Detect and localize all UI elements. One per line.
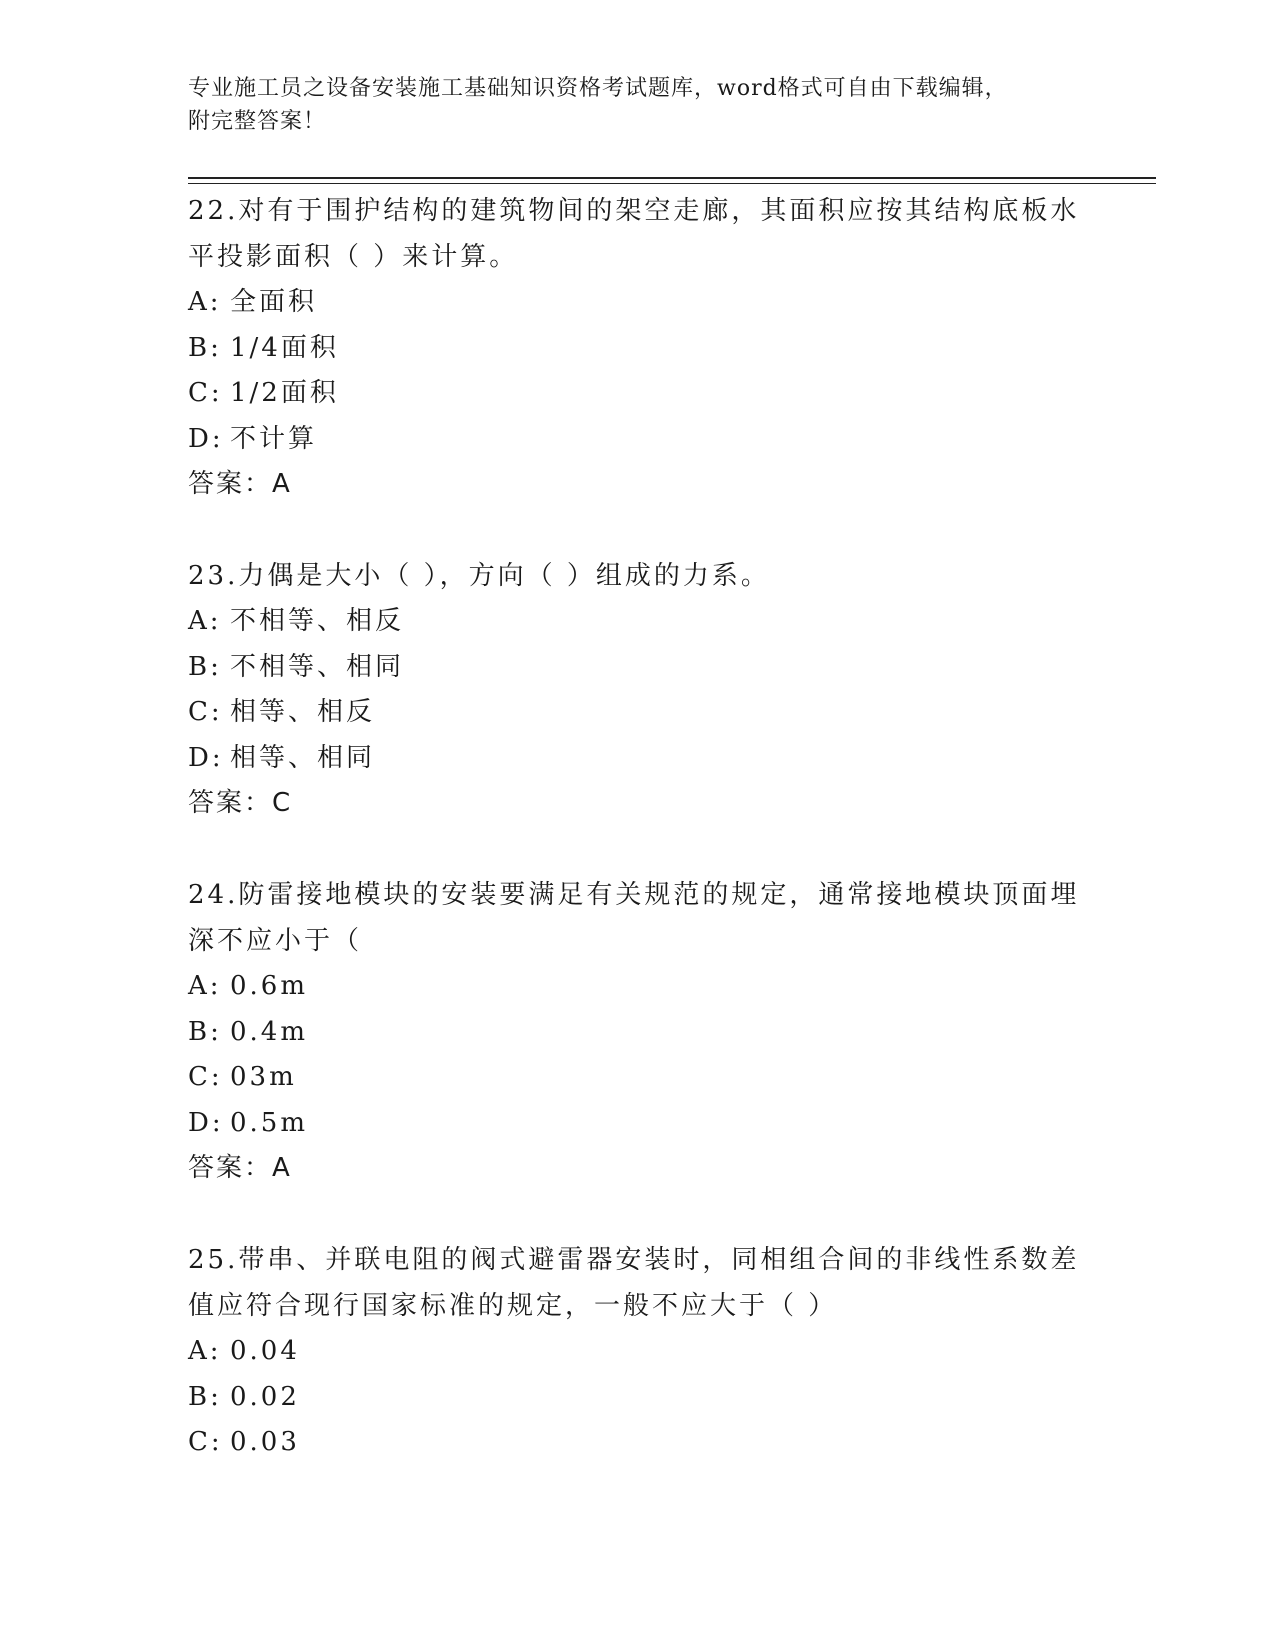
question-stem: 23.力偶是大小（ ），方向（ ）组成的力系。 (188, 561, 770, 591)
option-label: D: (188, 742, 224, 773)
option-text: 不相等、相同 (230, 651, 405, 682)
option-text: 03m (230, 1062, 297, 1092)
option-label: C: (188, 1427, 223, 1457)
answer-line: 答案：C (188, 788, 293, 818)
option-text: 0.02 (230, 1381, 300, 1412)
option-a (188, 1329, 1088, 1375)
option-d (188, 736, 1088, 782)
option-label: C: (188, 697, 223, 727)
option-label: A: (188, 606, 222, 636)
option-label: D: (188, 1107, 224, 1138)
option-text: 0.03 (230, 1427, 300, 1457)
option-d (188, 417, 1088, 463)
question-25 (188, 1237, 1088, 1466)
option-label: B: (188, 651, 222, 682)
document-header (188, 72, 1068, 138)
option-text: 1/2面积 (230, 378, 339, 408)
question-22 (188, 188, 1088, 507)
option-text: 不计算 (230, 423, 318, 454)
header-title-line-1: 专业施工员之设备安装施工基础知识资格考试题库，word格式可自由下载编辑， (188, 76, 1008, 101)
option-c (188, 371, 1088, 417)
option-text: 相等、相反 (230, 697, 376, 727)
option-a (188, 280, 1088, 326)
option-b (188, 1010, 1088, 1056)
option-text: 0.4m (230, 1016, 309, 1047)
option-a (188, 964, 1088, 1010)
option-label: A: (188, 1336, 222, 1366)
header-divider (188, 177, 1156, 179)
option-label: D: (188, 423, 224, 454)
option-b (188, 1375, 1088, 1421)
option-text: 0.6m (230, 971, 309, 1001)
option-label: B: (188, 1016, 222, 1047)
question-stem: 24.防雷接地模块的安装要满足有关规范的规定，通常接地模块顶面埋深不应小于（ (188, 880, 1080, 956)
option-text: 1/4面积 (230, 332, 339, 363)
option-c (188, 1420, 1088, 1466)
option-label: C: (188, 1062, 223, 1092)
option-text: 全面积 (230, 287, 318, 317)
header-title-line-2: 附完整答案！ (188, 109, 327, 134)
answer-line: 答案：A (188, 1153, 292, 1183)
question-23 (188, 553, 1088, 826)
option-label: B: (188, 332, 222, 363)
question-stem: 25.带串、并联电阻的阀式避雷器安装时，同相组合间的非线性系数差值应符合现行国家标准的规定，一般不应大于（ ） (188, 1245, 1080, 1321)
option-b (188, 326, 1088, 372)
option-label: B: (188, 1381, 222, 1412)
option-text: 0.5m (230, 1107, 309, 1138)
option-b (188, 645, 1088, 691)
option-text: 0.04 (230, 1336, 300, 1366)
question-24 (188, 872, 1088, 1191)
answer-line: 答案：A (188, 469, 292, 499)
option-label: A: (188, 287, 222, 317)
question-list (188, 188, 1088, 1512)
question-stem: 22.对有于围护结构的建筑物间的架空走廊，其面积应按其结构底板水平投影面积（ ）来计算。 (188, 196, 1080, 272)
option-c (188, 1055, 1088, 1101)
option-label: C: (188, 378, 223, 408)
option-label: A: (188, 971, 222, 1001)
option-c (188, 690, 1088, 736)
header-divider-thin (188, 183, 1156, 184)
option-text: 相等、相同 (230, 742, 376, 773)
option-a (188, 599, 1088, 645)
option-text: 不相等、相反 (230, 606, 405, 636)
option-d (188, 1101, 1088, 1147)
